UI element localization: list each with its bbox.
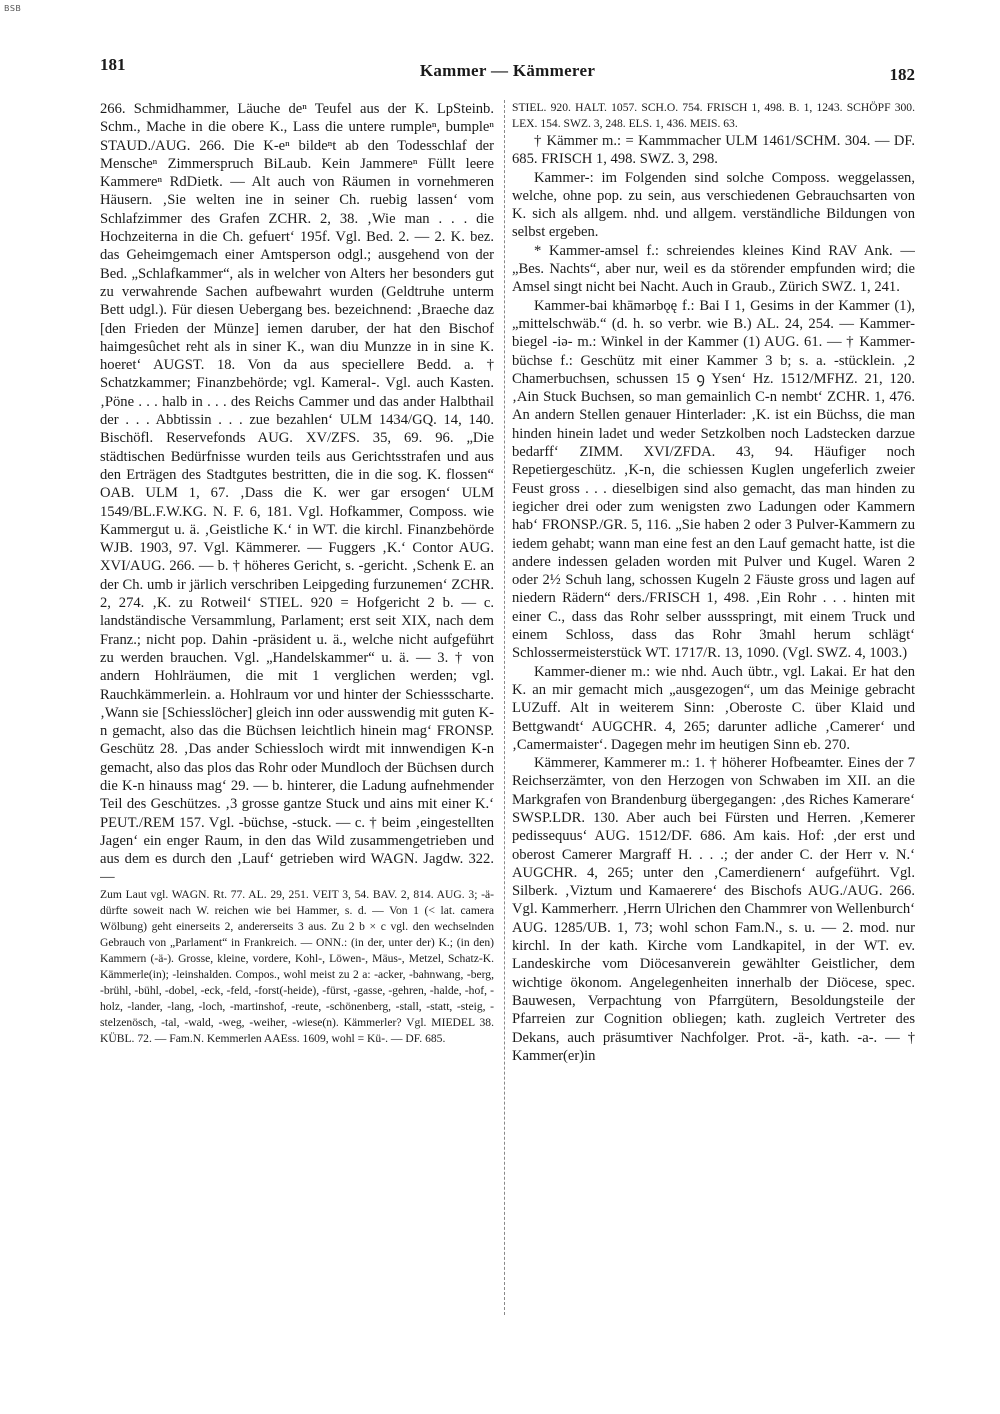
entry-kaemmer: † Kämmer m.: = Kammmacher ULM 1461/SCHM. 304. — DF. 685. FRISCH 1, 498. SWZ. 3, 298. xyxy=(512,133,915,168)
paragraph: 266. Schmidhammer, Läuche deⁿ Teufel aus der K. LpSteinb. Schm., Mache in die obere K., Lass die untere rumpleⁿ, bumpleⁿ STAUD./AUG. 266. Die K-eⁿ bildeⁿt ab den Todesschlaf der Menscheⁿ Zimmerspruch BiLaub. Kein Jammereⁿ Füllt leere Kammereⁿ RdDietk. — Alt auch von Räumen in vornehmeren Häusern. ‚Sie welten ine in seiner Ch. ruebig lassen‘ vom Schlafzimmer des Grafen ZCHR. 2, 38. ‚Wie man . . . die Hochzeiterna in die Ch. gefuert‘ 195f. Vgl. Bed. 2. — 2. K. bez. das Geheimgemach einer Amtsperson odgl.; ausgehend von der Bed. „Schlafkammer“, als in welcher von Alters her besonders gut zu verwahrende Sachen aufbewahrt wurden (Geldtruhe unterm Bett udgl.). Für diesen Uebergang bes. bezeichnend: ‚Braeche daz [den Frieden der Münze] iemen daruber, der hat den Bischof haimgesûchet reht als in siner K., wan diu Munzze in in sine K. hoeret‘ AUGST. 18. Von da aus speciellere Bedd. a. † Schatzkammer; Finanzbehörde; vgl. Kameral-. Vgl. auch Kasten. ‚Pöne . . . halb in . . . des Reichs Cammer und das ander Halbthail der . . . Abbtissin . . . zue bezahlen‘ ULM 1434/GQ. 14, 140. Bischöfl. Reservefonds AUG. XV/ZFS. 35, 69. 96. „Die städtischen Bedürfnisse wurden teils aus Gerichtsstrafen und aus den Erträgen des Stadtgutes bestritten, die in die sog. K. flossen“ OAB. ULM 1, 67. ‚Dass die K. wer gar ersogen‘ ULM 1549/BL.F.W.KG. N. F. 6, 181. Vgl. Hofkammer, Composs. wie Kammergut u. ä. ‚Geistliche K.‘ in WT. die kirchl. Finanzbehörde WJB. 1903, 97. Vgl. Kämmerer. — Fuggers ‚K.‘ Contor AUG. XVI/AUG. 266. — b. † höheres Gericht, s. -gericht. ‚Schenk E. an der Ch. umb ir järlich verschriben Leipgeding furzunemen‘ ZCHR. 2, 274. ‚K. zu Rotweil‘ STIEL. 920 = Hofgericht 2 b. — c. landständische Versammlung, Parlament; erst seit XIX, nach dem Franz.; nicht pop. Dahin -präsident u. ä., welche nicht aufgeführt zu werden brauchen. Vgl. „Handelskammer“ u. ä. — 3. † von andern Hohlräumen, die mit 1 verglichen werden; vgl. Rauchkämmerlein. a. Hohlraum vor und hinter der Schiessscharte. ‚Wann sie [Schiesslöcher] gleich inn oder ausswendig mit guten K-n gemacht, also das die Büchsen leichtlich hinein mag‘ FRONSP. Geschütz 28. ‚Das ander Schiessloch wirdt mit innwendigen K-n gemacht, also das plos das Rohr oder Mundloch der Büchsen durch die K-n hinauss mag‘ 29. — b. hinterer, die Ladung aufnehmender Teil des Geschützes. ‚3 grosse gantze Stuck und ains mit einer K.‘ PEUT./REM 157. Vgl. -büchse, -stuck. — c. † beim ‚eingestellten Jagen‘ ein enger Raum, in den das Wild zusammengetrieben und aus dem es durch den ‚Lauf‘ getrieben wird WAGN. Jagdw. 322. — xyxy=(100,101,494,886)
etymology-note: Zum Laut vgl. WAGN. Rt. 77. AL. 29, 251. VEIT 3, 54. BAV. 2, 814. AUG. 3; -ä- dürfte soweit nach W. reichen wie bei Hammer, s. d. — Von 1 (< lat. camera Wölbung) geht einerseits 2, andererseits 3 aus. Zu 2 b × c vgl. den wechselnden Gebrauch von „Parlament“ in Frankreich. — ONN.: (in der, unter der) K.; (in den) Kammern (-ä-). Grosse, kleine, vordere, Kohl-, Löwen-, Mäus-, Metzel, Schatz-K. Kämmerle(in); -leinshalden. Compos., wohl meist zu 2 a: -acker, -bahnwang, -berg, -brühl, -bühl, -dobel, -eck, -feld, -forst(-heide), -fürst, -gasse, -gehren, -halde, -hof, -holz, -lander, -lang, -loch, -martinshof, -reute, -schönenberg, -stall, -statt, -steig, -stelzenösch, -tal, -wald, -weg, -weiher, -wiese(n). Kämmerler? Vgl. MIEDEL 38. KÜBL. 72. — Fam.N. Kemmerlen AAEss. 1609, wohl = Kü-. — DF. 685. xyxy=(100,887,494,1045)
reference-list: STIEL. 920. HALT. 1057. SCH.O. 754. FRISCH 1, 498. B. 1, 1243. SCHÖPF 300. LEX. 154. SWZ. 3, 248. ELS. 1, 436. MEIS. 63. xyxy=(512,101,915,130)
entry-kammer-prefix: Kammer-: im Folgenden sind solche Composs. weggelassen, welche, ohne pop. zu sein, aus verschiedenen Gebrauchsarten von K. sich als allgem. nhd. und allgem. verständliche Bildungen von selbst ergeben. xyxy=(512,169,915,241)
text-columns xyxy=(100,100,915,1320)
entry-kaemmerer: Kämmerer, Kammerer m.: 1. † höherer Hofbeamter. Eines der 7 Reichserzämter, von den Herzogen von Schwaben im XII. an die Markgrafen von Brandenburg übergegangen: ‚des Riches Kamerare‘ SWSP.LDR. 130. Aber auch bei Fürsten und Herren. ‚Kemerer pedissequus‘ AUG. 1512/DF. 686. Am kais. Hof: ‚der erst und oberost Camerer Margraff H. . . .; der ander C. der Herr v. N.‘ AUGCHR. 4, 265; unter den ‚Camerdienern‘ aufgeführt. Vgl. Silberk. ‚Viztum und Kamaerere‘ des Bischofs AUG./AUG. 266. Vgl. Kammerherr. ‚Herrn Ulrichen den Chammrer von Wellenburch‘ AUG. 1285/UB. 1, 73; wohl schon Fam.N., s. u. — 2. mod. nur kirchl. In der kath. Kirche vom Landkapitel, in der WT. ev. Landeskirche vom Diöcesanverein gewählter Geistlicher, dem wichtige ökonom. Angelegenheiten innerhalb der Diöcese, spec. Bauwesen, Verpachtung von Pfarrgütern, Besoldungsteile der Pfarreien zur Cognition obliegen; kath. zugleich Vertreter des Dekans, auch präsumtiver Nachfolger. Prot. -ä-, kath. -a-. — † Kammer(er)in xyxy=(512,755,915,1064)
right-column xyxy=(512,100,915,1320)
column-divider xyxy=(504,100,505,1315)
page-header xyxy=(100,55,915,85)
library-stamp: BSB xyxy=(4,4,22,13)
page-number-left: 181 xyxy=(100,55,126,74)
entry-kammer-amsel: * Kammer-amsel f.: schreiendes kleines Kind RAV Ank. — „Bes. Nachts“, aber nur, weil es da störender empfunden wird; die Amsel singt nicht bei Nacht. Auch in Graub., Zürich SWZ. 1, 241. xyxy=(512,242,915,296)
entry-kammer-diener: Kammer-diener m.: wie nhd. Auch übtr., vgl. Lakai. Er hat den K. an mir gemacht mich „ausgezogen“, um das Meinige gebracht LUZuff. Alt in weiterem Sinn: ‚Oberoste C. über Klaid und Bettgwandt‘ AUGCHR. 4, 265; darunter adliche ‚Camerer‘ und ‚Camermaister‘. Dagegen mehr im heutigen Sinn eb. 270. xyxy=(512,663,915,753)
left-column xyxy=(100,100,494,1320)
page-number-right: 182 xyxy=(889,65,915,84)
entry-kammer-bai: Kammer-bai khāmərbǫę f.: Bai I 1, Gesims in der Kammer (1), „mittelschwäb.“ (d. h. so verbr. wie B.) AL. 24, 254. — Kammer-biegel -iə- m.: Winkel in der Kammer (1) AUG. 61. — † Kammer-büchse f.: Geschütz mit einer Kammer 3 b; s. a. -stücklein. ‚2 Chamerbuchsen, schussen 15 ꝯ Ysen‘ Hz. 1512/MFHZ. 21, 120. ‚Ain Stuck Buchsen, so man gemainlich C-n nembt‘ ZCHR. 1, 476. An andern Stellen genauer Hinterlader: ‚K. ist ein Büchss, die man hinden hinein ladet und weder Setzkolben noch Ladstecken darzue bedarff‘ ZIMM. XVI/ZFDA. 43, 94. Häufiger noch Repetiergeschütz. ‚K-n, die schiessen Kuglen ungeferlich zweier Feust gross . . . dieselbigen sind also gemacht, das man hinden zu iegicher drei oder zum wenigsten zwo Ladungen oder Kammern hab‘ FRONSP./GR. 5, 116. „Sie haben 2 oder 3 Pulver-Kammern zu iedem gehabt; wann man eine fest an den Lauf gemacht hatte, ist die andere indessen geladen worden mit Pulver und Kugel. Waren 2 oder 2½ Schuh lang, schossen Kugeln 2 Fäuste gross und lagen auf niedern Rädern“ ders./FRISCH 1, 498. ‚Ein Rohr . . . hinten mit einer C., dass das Rohr selber aussspringt, mit einem Truck und einem Schloss, dass das Rohr 3mahl herum schlägt‘ Schlossermeisterstück WT. 1717/R. 13, 1090. (Vgl. SWZ. 4, 1003.) xyxy=(512,297,915,662)
running-title: Kammer — Kämmerer xyxy=(419,61,596,80)
